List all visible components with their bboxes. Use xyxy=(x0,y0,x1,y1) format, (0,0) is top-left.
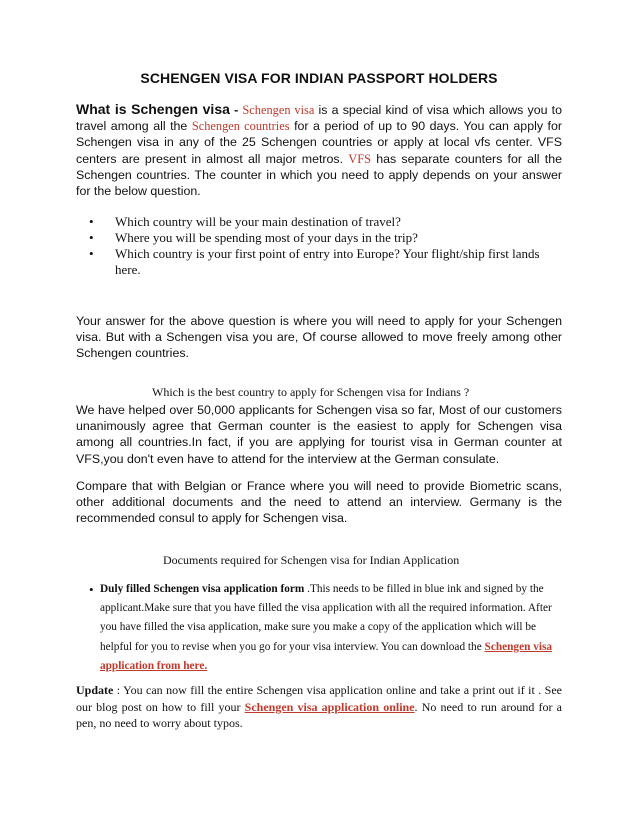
compare-paragraph: Compare that with Belgian or France where you will need to provide Biometric scans, other additional documents and the need to attend an interview. Germany is the recommended consul to apply for Schengen visa. xyxy=(76,479,562,526)
documents-list xyxy=(76,580,562,676)
update-text-1: : You can now fill the entire Schengen visa application online and take a print out if it . See our blog post on how to fill your xyxy=(76,683,562,714)
page-title: SCHENGEN VISA FOR INDIAN PASSPORT HOLDERS xyxy=(140,70,498,86)
helped-paragraph: We have helped over 50,000 applicants for Schengen visa so far, Most of our customers unanimously agree that German counter is the easiest to apply for Schengen visa among all countries.In fact, if you are applying for tourist visa in German counter at VFS,you don't even have to attend for the interview at the German consulate. xyxy=(76,403,562,466)
document-item-title: Duly filled Schengen visa application form xyxy=(100,583,305,595)
list-item: • Which country will be your main destination of travel? xyxy=(76,214,562,230)
bullet-icon: • xyxy=(89,582,94,597)
answer-paragraph: Your answer for the above question is where you will need to apply for your Schengen visa. But with a Schengen visa you are, Of course allowed to move freely among other Schengen countries. xyxy=(76,314,562,361)
documents-heading: Documents required for Schengen visa for Indian Application xyxy=(163,553,460,567)
best-country-heading: Which is the best country to apply for Schengen visa for Indians ? xyxy=(152,385,470,399)
term-vfs: VFS xyxy=(348,151,371,166)
update-paragraph xyxy=(76,682,562,732)
intro-dash: - xyxy=(229,103,243,117)
application-download-link[interactable]: Schengen visa application from here. xyxy=(100,640,553,672)
update-label: Update xyxy=(76,683,114,697)
intro-text-1: is a special kind of visa which allows you to travel among all the xyxy=(76,103,563,134)
intro-text-3: has separate counters for all the Schengen countries. The counter in which you need to apply depends on your answer for the below question. xyxy=(76,151,562,199)
questions-list xyxy=(76,214,562,278)
intro-text-2: for a period of up to 90 days. You can apply for Schengen visa in any of the 25 Schengen countries or apply at local vfs center. VFS centers are present in almost all major metros. xyxy=(76,119,563,166)
update-text-2: . No need to run around for a pen, no need to worry about typos. xyxy=(76,699,563,730)
list-item: • Where you will be spending most of your days in the trip? xyxy=(76,230,562,246)
list-item xyxy=(76,580,562,676)
term-schengen-countries: Schengen countries xyxy=(191,119,290,134)
term-schengen-visa: Schengen visa xyxy=(242,103,315,117)
document-item-text xyxy=(100,580,562,676)
intro-paragraph xyxy=(76,101,562,199)
intro-lead: What is Schengen visa xyxy=(76,101,230,117)
list-item: • Which country is your first point of entry into Europe? Your flight/ship first lands here. xyxy=(76,246,562,278)
application-online-link[interactable]: Schengen visa application online xyxy=(244,699,415,714)
document-item-body: .This needs to be filled in blue ink and signed by the applicant.Make sure that you have filled the visa application with all the required information. After you have filled the visa application, make sure you make a copy of the application which will be helpful for you to revise when you go for your visa interview. You can download the xyxy=(100,583,552,653)
